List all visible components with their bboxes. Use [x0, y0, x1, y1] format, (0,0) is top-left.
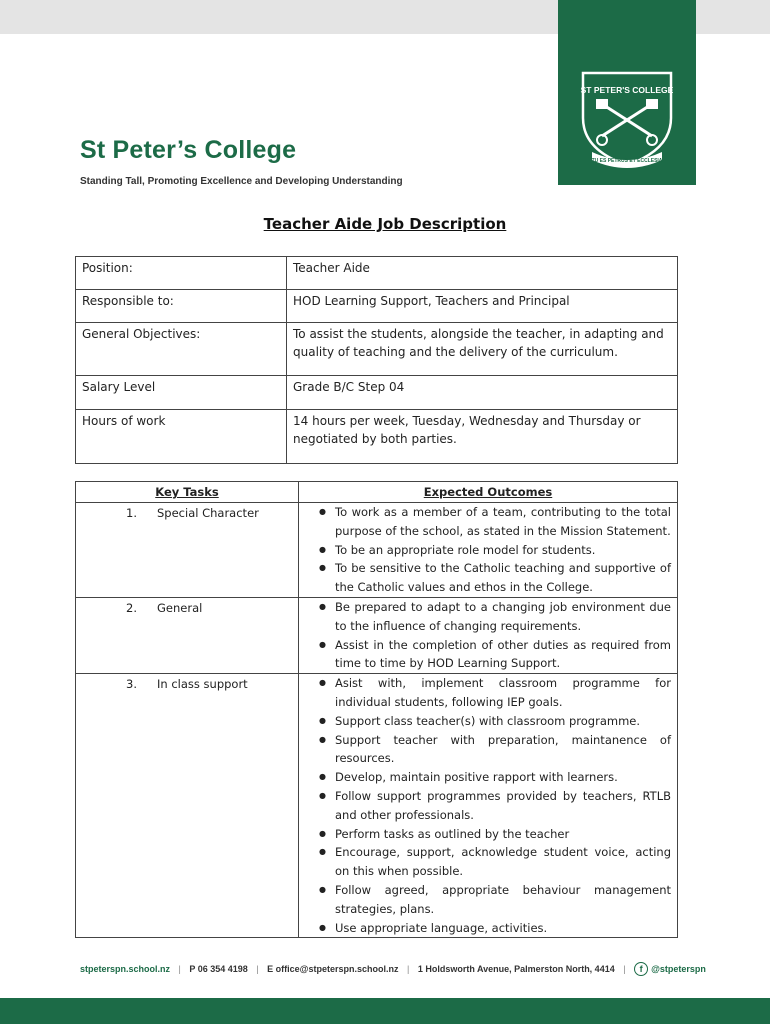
task-outcomes — [299, 503, 678, 598]
outcome-list — [299, 503, 671, 597]
info-row-position — [76, 257, 678, 290]
task-name: General — [145, 597, 299, 673]
task-name: Special Character — [145, 503, 299, 598]
footer-separator: | — [256, 964, 259, 974]
footer-email-link[interactable]: E office@stpeterspn.school.nz — [267, 964, 399, 974]
crest-title: ST PETER'S COLLEGE — [580, 85, 674, 95]
facebook-icon[interactable]: f — [634, 962, 648, 976]
outcome-item: ● To be sensitive to the Catholic teaching and supportive of the Catholic values and ethos in the College. — [335, 559, 671, 597]
outcome-item: ● Follow support programmes provided by teachers, RTLB and other professionals. — [335, 787, 671, 825]
outcome-item: ● Be prepared to adapt to a changing job environment due to the influence of changing requirements. — [335, 598, 671, 636]
info-label: Hours of work — [76, 410, 287, 464]
outcome-item: ● Perform tasks as outlined by the teacher — [335, 825, 671, 844]
outcome-item: ● Support class teacher(s) with classroom programme. — [335, 712, 671, 731]
outcome-list — [299, 674, 671, 937]
document-title: Teacher Aide Job Description — [263, 215, 507, 233]
college-crest-icon — [558, 0, 696, 185]
info-value: To assist the students, alongside the teacher, in adapting and quality of teaching and the delivery of the curriculum. — [287, 323, 678, 376]
info-row-salary — [76, 376, 678, 410]
task-number: 2. — [76, 597, 146, 673]
outcome-item: ● Encourage, support, acknowledge student voice, acting on this when possible. — [335, 843, 671, 881]
college-tagline: Standing Tall, Promoting Excellence and Developing Understanding — [80, 176, 403, 187]
info-label: Salary Level — [76, 376, 287, 410]
info-value: Grade B/C Step 04 — [287, 376, 678, 410]
footer-separator: | — [623, 964, 626, 974]
footer-contact — [80, 962, 706, 976]
outcome-item: ● Support teacher with preparation, maintanence of resources. — [335, 731, 671, 769]
info-value: 14 hours per week, Tuesday, Wednesday and Thursday or negotiated by both parties. — [287, 410, 678, 464]
info-row-responsible — [76, 290, 678, 323]
footer-social-handle[interactable]: @stpeterspn — [651, 964, 706, 974]
outcome-item: ● To work as a member of a team, contributing to the total purpose of the school, as stated in the Mission Statement. — [335, 503, 671, 541]
footer-phone: P 06 354 4198 — [189, 964, 248, 974]
info-value: Teacher Aide — [287, 257, 678, 290]
task-outcomes — [299, 674, 678, 938]
info-label: General Objectives: — [76, 323, 287, 376]
college-name: St Peter’s College — [80, 136, 297, 164]
info-row-objectives — [76, 323, 678, 376]
expected-outcomes-heading: Expected Outcomes — [299, 482, 678, 503]
crest-panel — [558, 0, 696, 185]
info-row-hours — [76, 410, 678, 464]
bottom-bar — [0, 998, 770, 1024]
task-number: 1. — [76, 503, 146, 598]
task-name: In class support — [145, 674, 299, 938]
key-tasks-table — [75, 481, 678, 938]
outcome-item: ● Develop, maintain positive rapport with learners. — [335, 768, 671, 787]
info-label: Position: — [76, 257, 287, 290]
footer-address: 1 Holdsworth Avenue, Palmerston North, 4414 — [417, 964, 615, 974]
outcome-item: ● To be an appropriate role model for students. — [335, 541, 671, 560]
footer-separator: | — [178, 964, 181, 974]
task-row — [76, 597, 678, 673]
info-value: HOD Learning Support, Teachers and Principal — [287, 290, 678, 323]
crest-motto: TU ES PETRUS ET ECCLESIA — [591, 158, 663, 164]
footer-website-link[interactable]: stpeterspn.school.nz — [80, 964, 171, 974]
task-outcomes — [299, 597, 678, 673]
task-row — [76, 503, 678, 598]
task-row — [76, 674, 678, 938]
position-info-table — [75, 256, 678, 464]
task-number: 3. — [76, 674, 146, 938]
tasks-header-row — [76, 482, 678, 503]
key-tasks-heading: Key Tasks — [76, 482, 299, 503]
footer-separator: | — [406, 964, 410, 974]
outcome-list — [299, 598, 671, 673]
outcome-item: ● Asist with, implement classroom programme for individual students, following IEP goals. — [335, 674, 671, 712]
outcome-item: ● Use appropriate language, activities. — [335, 919, 671, 938]
info-label: Responsible to: — [76, 290, 287, 323]
outcome-item: ● Follow agreed, appropriate behaviour management strategies, plans. — [335, 881, 671, 919]
outcome-item: ● Assist in the completion of other duties as required from time to time by HOD Learning Support. — [335, 636, 671, 674]
